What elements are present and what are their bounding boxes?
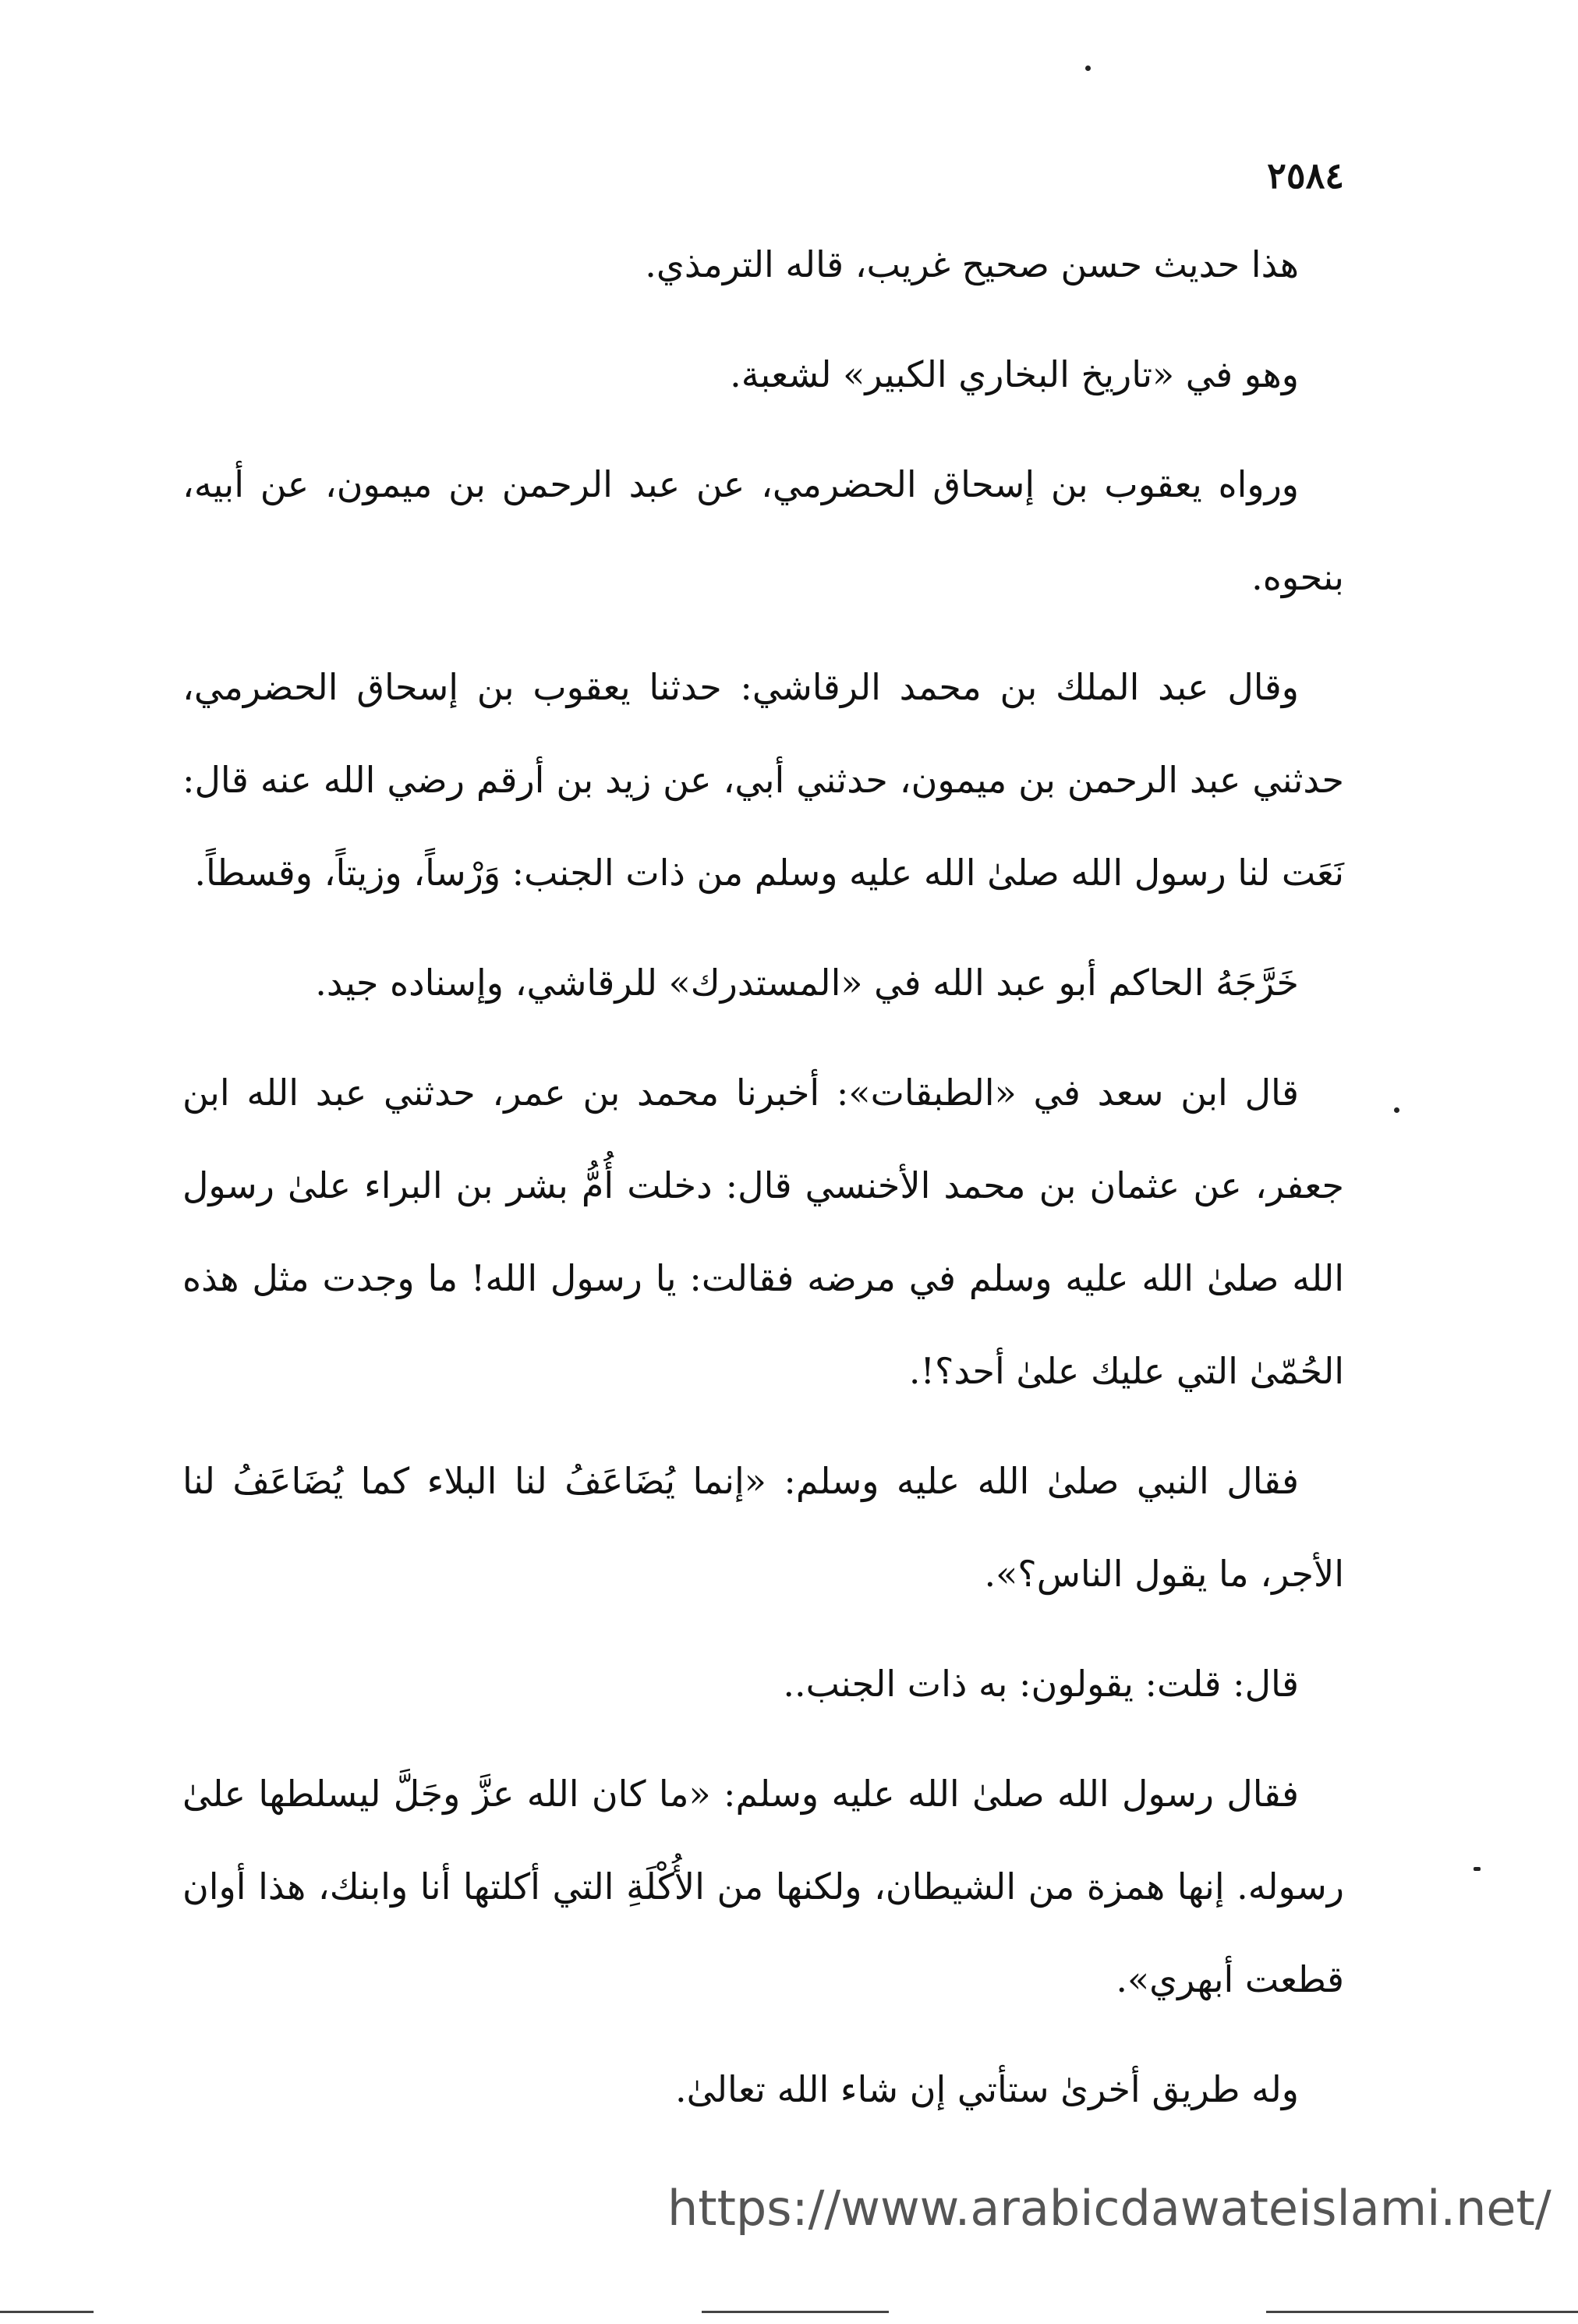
paragraph-hakim-mustadrak: خَرَّجَهُ الحاكم أبو عبد الله في «المستدرك» للرقاشي، وإسناده جيد. (315, 962, 1299, 1004)
paragraph-prophet-statement: فقال رسول الله صلىٰ الله عليه وسلم: «ما كان الله عزَّ وجَلَّ ليسلطها علىٰ رسوله. إنها همزة من الشيطان، ولكنها من الأُكْلَةِ التي أكلتها أنا وابنك، هذا أوان قطعت أبهري». (182, 1773, 1344, 2000)
paragraph-tirmidhi-grading: هذا حديث حسن صحيح غريب، قاله الترمذي. (645, 243, 1299, 285)
page-number: ٢٥٨٤ (1267, 154, 1344, 197)
paragraph-dhat-al-janb: قال: قلت: يقولون: به ذات الجنب.. (783, 1663, 1299, 1705)
source-watermark: https://www.arabicdawateislami.net/ (667, 2180, 1551, 2237)
scan-speck (1474, 1867, 1481, 1871)
scan-edge-line (1266, 2311, 1578, 2313)
paragraph-prophet-reply: فقال النبي صلىٰ الله عليه وسلم: «إنما يُضَاعَفُ لنا البلاء كما يُضَاعَفُ لنا الأجر، ما يقول الناس؟». (182, 1460, 1344, 1595)
paragraph-bukhari-tarikh: وهو في «تاريخ البخاري الكبير» لشعبة. (730, 353, 1299, 395)
paragraph-raqashi-narration: وقال عبد الملك بن محمد الرقاشي: حدثنا يعقوب بن إسحاق الحضرمي، حدثني عبد الرحمن بن ميمون، حدثني أبي، عن زيد بن أرقم رضي الله عنه قال: نَعَت لنا رسول الله صلىٰ الله عليه وسلم من ذات الجنب: وَرْساً، وزيتاً، وقسطاً. (182, 666, 1344, 894)
body-text (182, 218, 1344, 2136)
paragraph-another-route: وله طريق أخرىٰ ستأتي إن شاء الله تعالىٰ. (674, 2068, 1299, 2110)
scan-edge-line (0, 2311, 94, 2313)
scan-speck (1394, 1107, 1399, 1113)
paragraph-yaqub-narration: ورواه يعقوب بن إسحاق الحضرمي، عن عبد الرحمن بن ميمون، عن أبيه، بنحوه. (182, 463, 1344, 598)
scan-speck (1085, 66, 1091, 71)
scan-edge-line (702, 2311, 889, 2313)
paragraph-ibn-sad-tabaqat: قال ابن سعد في «الطبقات»: أخبرنا محمد بن عمر، حدثني عبد الله ابن جعفر، عن عثمان بن محمد الأخنسي قال: دخلت أُمُّ بشر بن البراء علىٰ رسول الله صلىٰ الله عليه وسلم في مرضه فقالت: يا رسول الله! ما وجدت مثل هذه الحُمّىٰ التي عليك علىٰ أحد؟!. (182, 1072, 1344, 1392)
